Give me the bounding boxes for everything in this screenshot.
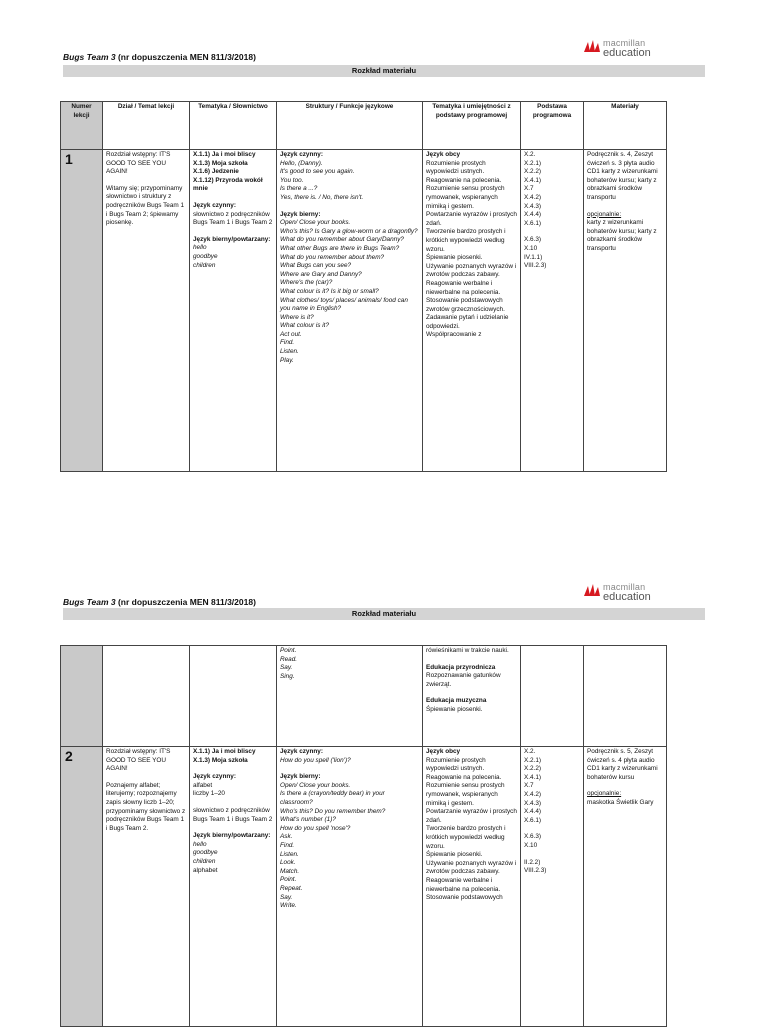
table-header-row (61, 102, 667, 150)
macmillan-mark-icon (584, 40, 600, 52)
logo-line-2: education (603, 591, 651, 603)
topic-cell: Rozdział wstępny: IT'S GOOD TO SEE YOU AGAIN! Poznajemy alfabet; literujemy; rozpoznajemy zapis słowny liczb 1–20; przypominamy słownictwo z podręczników Bugs Team 1 i Bugs Team 2. (103, 747, 190, 1027)
structures-cell: Point. Read. Say. Sing. (277, 646, 423, 747)
topic-cell: Rozdział wstępny: IT'S GOOD TO SEE YOU AGAIN! Witamy się; przypominamy słownictwo i struktury z podręczników Bugs Team 1 i Bugs Team 2; śpiewamy piosenkę. (103, 150, 190, 472)
macmillan-mark-icon (584, 584, 600, 596)
section-band-2: Rozkład materiału (63, 608, 705, 620)
materials-cell: Podręcznik s. 5, Zeszyt ćwiczeń s. 4 płyta audio CD1 karty z wizerunkami bohaterów kursu opcjonalnie: maskotka Świetlik Gary (584, 747, 667, 1027)
logo-line-1: macmillan (603, 582, 646, 592)
header-lesson-number: Numer lekcji (61, 102, 103, 150)
vocabulary-cell: X.1.1) Ja i moi bliscy X.1.3) Moja szkoła Język czynny: alfabet liczby 1–20 słownictwo z podręczników Bugs Team 1 i Bugs Team 2 Język bierny/powtarzany: hello goodbye children alphabet (190, 747, 277, 1027)
header-basis: Podstawa programowa (521, 102, 584, 150)
logo-line-1: macmillan (603, 38, 646, 48)
vocabulary-cell (190, 646, 277, 747)
macmillan-logo-2 (584, 582, 656, 606)
header-skills: Tematyka i umiejętności z podstawy programowej (423, 102, 521, 150)
structures-cell: Język czynny: How do you spell ('lion')? Język bierny: Open/ Close your books. Is there a (crayon/teddy bear) in your classroom? Who's this? Do you remember them? What's number (1)? How do you spell 'nose'? Ask. Find. Listen. Look. Match. Point. Repeat. Say. Write. (277, 747, 423, 1027)
skills-cell: rówieśnikami w trakcie nauki. Edukacja przyrodnicza Rozpoznawanie gatunków zwierząt. Edukacja muzyczna Śpiewanie piosenki. (423, 646, 521, 747)
document-title-2: Bugs Team 3 (nr dopuszczenia MEN 811/3/2018) (63, 597, 256, 607)
materials-cell: Podręcznik s. 4, Zeszyt ćwiczeń s. 3 płyta audio CD1 karty z wizerunkami bohaterów kursu; karty z obrazkami środków transportu opcjonalnie: karty z wizerunkami bohaterów kursu; karty z obrazkami środków transportu (584, 150, 667, 472)
lesson-number: 1 (61, 150, 103, 472)
skills-cell: Język obcy Rozumienie prostych wypowiedzi ustnych. Reagowanie na polecenia. Rozumienie sensu prostych rymowanek, wspieranych mimiką i gestem. Powtarzanie wyrazów i prostych zdań. Tworzenie bardzo prostych i krótkich wypowiedzi według wzoru. Śpiewanie piosenki. Używanie poznanych wyrazów i zwrotów podczas zabawy. Reagowanie werbalne i niewerbalne na polecenia. Stosowanie podstawowych (423, 747, 521, 1027)
document-title: Bugs Team 3 (nr dopuszczenia MEN 811/3/2018) (63, 52, 256, 62)
materials-cell (584, 646, 667, 747)
vocabulary-cell: X.1.1) Ja i moi bliscy X.1.3) Moja szkoła X.1.6) Jedzenie X.1.12) Przyroda wokół mnie Język czynny: słownictwo z podręczników Bugs Team 1 i Bugs Team 2 Język bierny/powtarzany: hello goodbye children (190, 150, 277, 472)
basis-cell (521, 646, 584, 747)
skills-cell: Język obcy Rozumienie prostych wypowiedzi ustnych. Reagowanie na polecenia. Rozumienie sensu prostych rymowanek, wspieranych mimiką i gestem. Powtarzanie wyrazów i prostych zdań. Tworzenie bardzo prostych i krótkich wypowiedzi według wzoru. Śpiewanie piosenki. Używanie poznanych wyrazów i zwrotów podczas zabawy. Reagowanie werbalne i niewerbalne na polecenia. Stosowanie podstawowych zwrotów grzecznościowych. Zadawanie pytań i udzielanie odpowiedzi. Współpracowanie z (423, 150, 521, 472)
lesson-number: 2 (61, 747, 103, 1027)
macmillan-logo (584, 38, 656, 62)
logo-line-2: education (603, 47, 651, 59)
header-vocabulary: Tematyka / Słownictwo (190, 102, 277, 150)
table-row (61, 747, 667, 1027)
basis-cell: X.2. X.2.1) X.2.2) X.4.1) X.7 X.4.2) X.4.3) X.4.4) X.6.1) X.6.3) X.10 II.2.2) VIII.2.3) (521, 747, 584, 1027)
basis-cell: X.2. X.2.1) X.2.2) X.4.1) X.7 X.4.2) X.4.3) X.4.4) X.6.1) X.6.3) X.10 IV.1.1) VIII.2.3) (521, 150, 584, 472)
structures-cell: Język czynny: Hello, (Danny). It's good to see you again. You too. Is there a ...? Yes, there is. / No, there isn't. Język bierny: Open/ Close your books. Who's this? Is Gary a glow-worm or a dragonfly? What do you remember about Gary/Danny? What other Bugs are there in Bugs Team? What do you remember about them? What Bugs can you see? Where are Gary and Danny? Where's the (car)? What colour is it? Is it big or small? What clothes/ toys/ places/ animals/ food can you name in English? Where is it? What colour is it? Act out. Find. Listen. Play. (277, 150, 423, 472)
header-materials: Materiały (584, 102, 667, 150)
header-topic: Dział / Temat lekcji (103, 102, 190, 150)
section-band: Rozkład materiału (63, 65, 705, 77)
schedule-table (60, 101, 667, 472)
lesson-number-empty (61, 646, 103, 747)
table-row (61, 646, 667, 747)
page-1 (0, 0, 768, 480)
topic-cell (103, 646, 190, 747)
schedule-table-continued (60, 645, 667, 1027)
header-structures: Struktury / Funkcje językowe (277, 102, 423, 150)
table-row (61, 150, 667, 472)
